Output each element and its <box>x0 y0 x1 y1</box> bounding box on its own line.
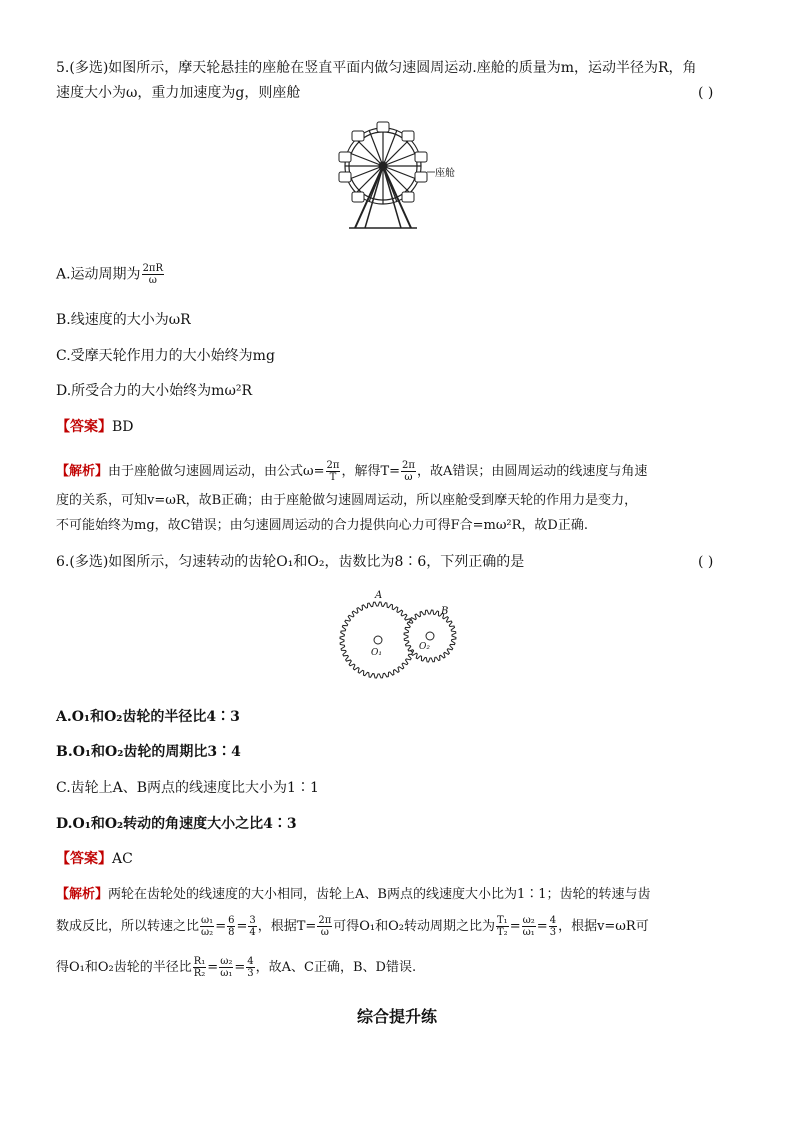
equals-sign: = <box>207 960 219 975</box>
center-o2-label: O₂ <box>419 642 430 652</box>
fraction <box>549 915 557 938</box>
fraction-denominator: ω₂ <box>201 927 214 938</box>
fraction-numerator: ω₁ <box>201 915 214 926</box>
fraction-denominator: 8 <box>228 927 235 938</box>
fraction-numerator: 2π <box>326 460 340 471</box>
analysis-text: 由于座舱做匀速圆周运动，由公式ω= <box>108 464 325 479</box>
fraction <box>227 915 235 938</box>
fraction <box>193 956 207 979</box>
gears-drawing <box>335 590 460 680</box>
fraction-numerator: ω₂ <box>220 956 233 967</box>
fraction <box>401 460 416 483</box>
answer-value: AC <box>112 851 133 867</box>
fraction <box>317 915 332 938</box>
fraction-denominator: ω₁ <box>220 968 233 979</box>
gears-figure <box>335 590 460 680</box>
equals-sign: = <box>536 919 548 934</box>
q6-analysis-line3 <box>56 956 416 979</box>
q5-analysis-line2: 度的关系，可知v=ωR，故B正确；由于座舱做匀速圆周运动，所以座舱受到摩天轮的作用力是变力， <box>56 493 638 508</box>
point-b-label: B <box>441 606 449 617</box>
fraction-numerator: 2π <box>318 915 332 926</box>
analysis-text: 可得O₁和O₂转动周期之比为 <box>333 919 496 934</box>
q5-option-c: C.受摩天轮作用力的大小始终为mg <box>56 348 275 364</box>
q6-analysis-line2 <box>56 915 649 938</box>
q6-option-a: A.O₁和O₂齿轮的半径比4∶3 <box>56 709 240 725</box>
equals-sign: = <box>236 919 248 934</box>
analysis-text: 得O₁和O₂齿轮的半径比 <box>56 960 192 975</box>
analysis-text: ，根据v=ωR可 <box>558 919 649 934</box>
fraction <box>200 915 214 938</box>
fraction-numerator: 4 <box>549 915 557 926</box>
fraction-numerator: T₁ <box>497 915 508 926</box>
fraction-denominator: 4 <box>249 927 256 938</box>
equals-sign: = <box>215 919 227 934</box>
equals-sign: = <box>509 919 521 934</box>
cabin-label: 座舱 <box>435 168 455 179</box>
q6-analysis-line1 <box>56 884 651 906</box>
q5-option-a <box>56 263 165 286</box>
analysis-text: ，故A、C正确，B、D错误. <box>255 960 417 975</box>
center-o1-label: O₁ <box>371 648 382 658</box>
q6-option-b: B.O₁和O₂齿轮的周期比3∶4 <box>56 744 241 760</box>
analysis-tag: 【解析】 <box>56 464 109 479</box>
point-a-label: A <box>375 590 383 601</box>
q5-answer <box>56 416 134 438</box>
answer-tag: 【答案】 <box>56 851 112 867</box>
fraction-numerator: 2πR <box>142 263 164 274</box>
fraction-numerator: 3 <box>249 915 256 926</box>
fraction-denominator: 3 <box>247 968 254 979</box>
fraction-denominator: ω <box>320 927 329 938</box>
answer-tag: 【答案】 <box>56 419 112 435</box>
analysis-text: ，故A错误；由圆周运动的线速度与角速 <box>416 464 648 479</box>
q5-option-a-text: A.运动周期为 <box>56 266 141 283</box>
q6-answer <box>56 848 133 870</box>
analysis-tag: 【解析】 <box>56 887 109 902</box>
q6-option-c: C.齿轮上A、B两点的线速度比大小为1∶1 <box>56 780 319 796</box>
q6-answer-paren: ( ) <box>698 554 714 570</box>
fraction-denominator: T₂ <box>497 927 508 938</box>
fraction <box>326 460 341 483</box>
analysis-text: ，根据T= <box>257 919 317 934</box>
equals-sign: = <box>234 960 246 975</box>
q5-analysis-line1 <box>56 460 647 483</box>
ferris-wheel-figure <box>335 120 465 232</box>
fraction <box>522 915 536 938</box>
q6-option-d: D.O₁和O₂转动的角速度大小之比4∶3 <box>56 816 297 832</box>
fraction-denominator: ω <box>148 275 157 286</box>
answer-value: BD <box>112 419 134 435</box>
fraction-denominator: T <box>329 472 337 483</box>
fraction-denominator: 3 <box>549 927 557 938</box>
fraction-numerator: ω₂ <box>522 915 535 926</box>
analysis-text: 数成反比，所以转速之比 <box>56 919 200 934</box>
fraction-numerator: 6 <box>228 915 235 926</box>
q5-answer-paren: ( ) <box>698 85 714 101</box>
analysis-text: 两轮在齿轮处的线速度的大小相同，齿轮上A、B两点的线速度大小比为1∶1；齿轮的转速与齿 <box>108 887 651 902</box>
q5-analysis-line3: 不可能始终为mg，故C错误；由匀速圆周运动的合力提供向心力可得F合=mω²R，故D正确. <box>56 518 588 533</box>
q5-stem-line2: 速度大小为ω，重力加速度为g，则座舱 <box>56 85 301 101</box>
fraction <box>496 915 509 938</box>
fraction-numerator: 2π <box>402 460 415 471</box>
fraction-numerator: R₁ <box>193 956 206 967</box>
fraction <box>219 956 233 979</box>
fraction <box>246 956 254 979</box>
q5-option-a-fraction <box>142 263 164 286</box>
fraction-numerator: 4 <box>247 956 254 967</box>
q6-stem-line1: 6.(多选)如图所示，匀速转动的齿轮O₁和O₂，齿数比为8∶6，下列正确的是 <box>56 554 525 570</box>
q5-stem-line1: 5.(多选)如图所示，摩天轮悬挂的座舱在竖直平面内做匀速圆周运动.座舱的质量为m，运动半径为R，角 <box>56 60 697 76</box>
fraction-denominator: R₂ <box>193 968 206 979</box>
q5-option-b: B.线速度的大小为ωR <box>56 312 191 328</box>
q5-option-d: D.所受合力的大小始终为mω²R <box>56 383 253 399</box>
fraction-denominator: ω₁ <box>522 927 535 938</box>
fraction <box>248 915 256 938</box>
fraction-denominator: ω <box>404 472 413 483</box>
section-title: 综合提升练 <box>356 1007 437 1026</box>
analysis-text: ，解得T= <box>341 464 401 479</box>
